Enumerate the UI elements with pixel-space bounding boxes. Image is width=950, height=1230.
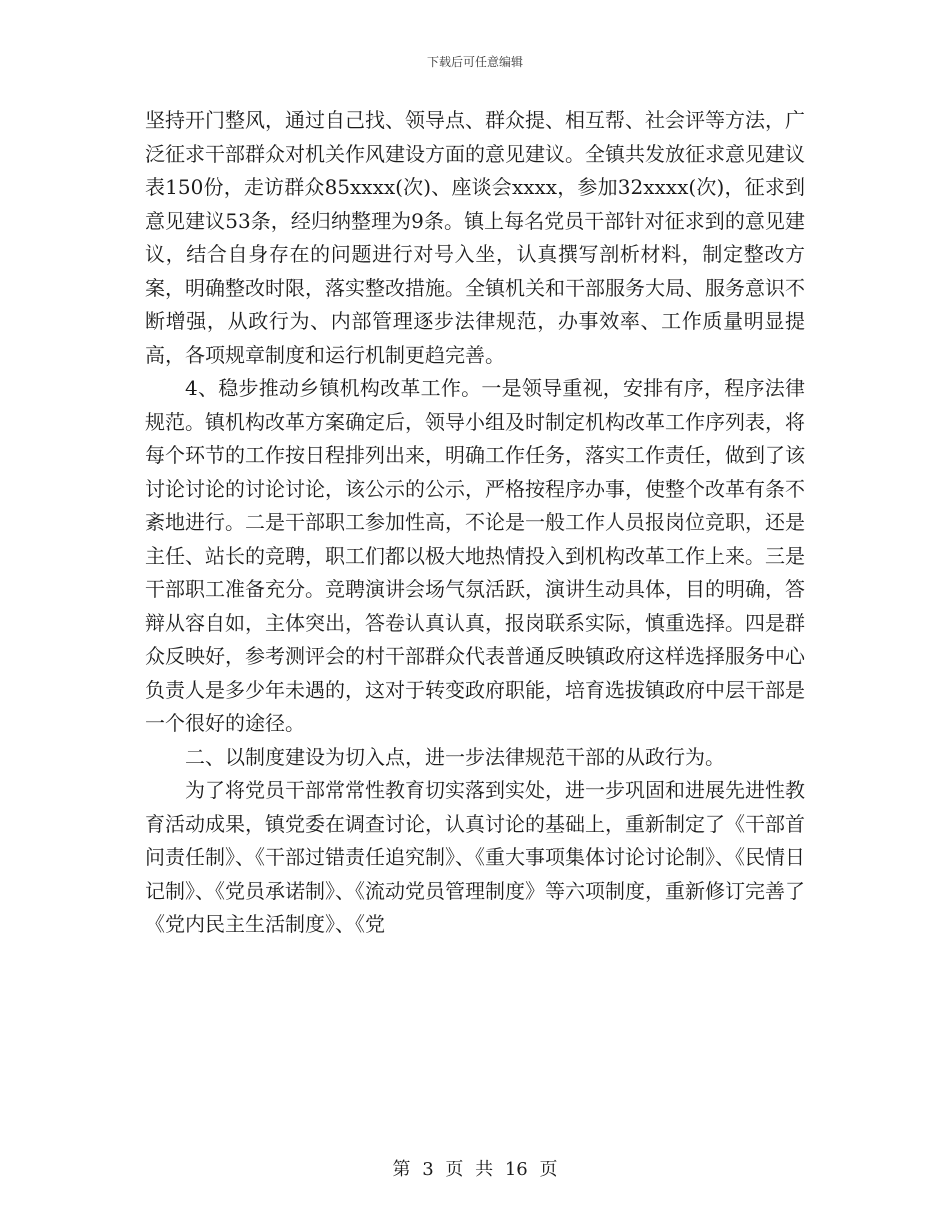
paragraph-3: 二、以制度建设为切入点，进一步法律规范干部的从政行为。	[185, 744, 725, 769]
page-header: 下载后可任意编辑	[426, 55, 523, 69]
page-number: 第 3 页 共 16 页	[392, 1159, 558, 1180]
paragraph-1: 坚持开门整风，通过自己找、领导点、群众提、相互帮、社会评等方法，广泛征求干部群众对机关作风建设方面的意见建议。全镇共发放征求意见建议表150份，走访群众85xxxx(次)、座谈会xxxx，参加32xxxx(次)，征求到意见建议53条，经归纳整理为9条。镇上每名党员干部针对征求到的意见建议，结合自身存在的问题进行对号入坐，认真撰写剖析材料，制定整改方案，明确整改时限，落实整改措施。全镇机关和干部服务大局、服务意识不断增强，从政行为、内部管理逐步法律规范，办事效率、工作质量明显提高，各项规章制度和运行机制更趋完善。	[145, 108, 805, 367]
paragraph-4: 为了将党员干部常常性教育切实落到实处，进一步巩固和进展先进性教育活动成果，镇党委在调查讨论，认真讨论的基础上，重新制定了《干部首问责任制》、《干部过错责任追究制》、《重大事项集体讨论讨论制》、《民情日记制》、《党员承诺制》、《流动党员管理制度》等六项制度，重新修订完善了《党内民主生活制度》、《党	[145, 778, 805, 936]
document-body	[145, 104, 805, 942]
paragraph-2: 4、稳步推动乡镇机构改革工作。一是领导重视，安排有序，程序法律规范。镇机构改革方案确定后，领导小组及时制定机构改革工作序列表，将每个环节的工作按日程排列出来，明确工作任务，落实工作责任，做到了该讨论讨论的讨论讨论，该公示的公示，严格按程序办事，使整个改革有条不紊地进行。二是干部职工参加性高，不论是一般工作人员报岗位竞职，还是主任、站长的竞聘，职工们都以极大地热情投入到机构改革工作上来。三是干部职工准备充分。竞聘演讲会场气氛活跃，演讲生动具体，目的明确，答辩从容自如，主体突出，答卷认真认真，报岗联系实际，慎重选择。四是群众反映好，参考测评会的村干部群众代表普通反映镇政府这样选择服务中心负责人是多少年未遇的，这对于转变政府职能，培育选拔镇政府中层干部是一个很好的途径。	[145, 376, 805, 735]
